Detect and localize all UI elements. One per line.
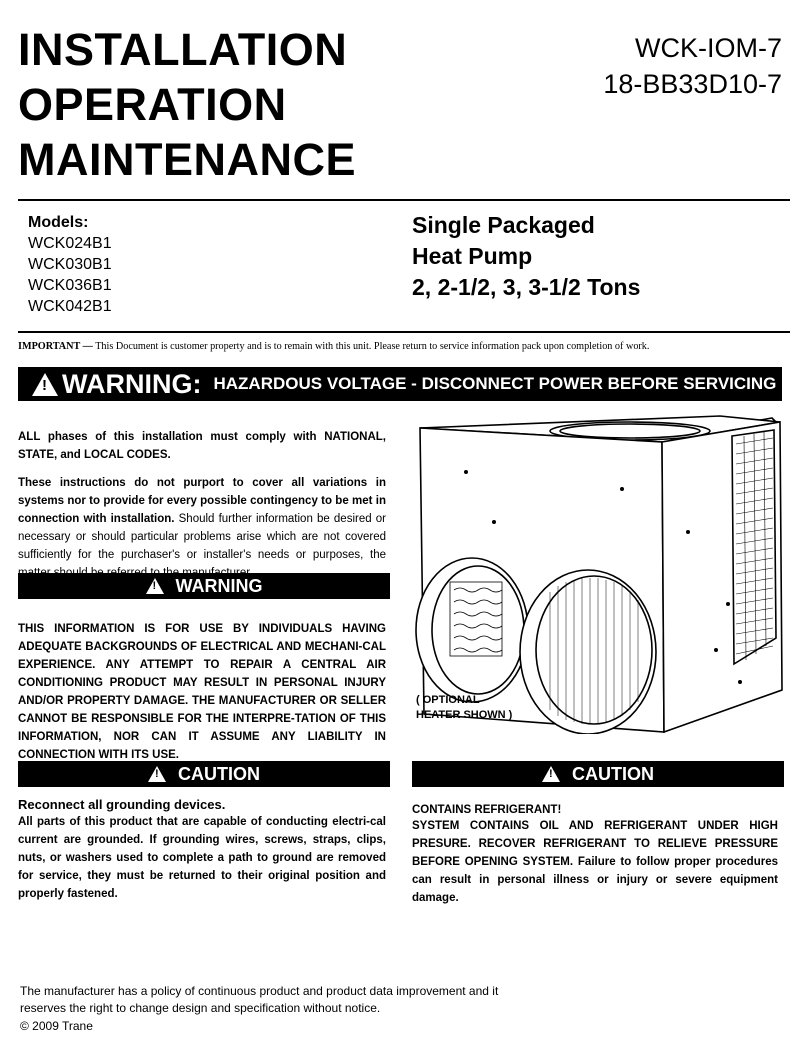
caution-left-label: CAUTION — [178, 763, 260, 784]
title-line-2: OPERATION — [18, 79, 287, 130]
document-id — [603, 30, 782, 102]
important-notice — [18, 341, 793, 352]
important-label: IMPORTANT — — [18, 341, 93, 352]
instructions-rest: Should further information be desired or necessary or should particular problems arise which are not covered sufficiently for the purchaser's or installer's needs or purposes, the — [18, 513, 386, 561]
figure-caption — [416, 693, 512, 723]
models-block — [28, 212, 112, 317]
product-line-1: Single Packaged — [412, 212, 595, 238]
copyright: © 2009 Trane — [20, 1019, 93, 1033]
product-line-2: Heat Pump — [412, 243, 533, 269]
models-label: Models: — [28, 214, 89, 231]
hazard-warning-bar — [18, 367, 782, 401]
heat-pump-illustration — [410, 414, 792, 734]
codes-paragraph: ALL phases of this installation must comply with NATIONAL, STATE, and LOCAL CODES. — [18, 431, 386, 461]
caption-line-2: HEATER SHOWN ) — [416, 709, 513, 721]
product-description — [412, 210, 640, 303]
caution-right-bold: SYSTEM CONTAINS OIL AND REFRIGERANT UNDER HIGH PRESURE. RECOVER REFRIGERANT TO RELIEVE PRESSURE BEFORE OPENING SYSTEM. — [412, 820, 778, 868]
doc-id-primary: WCK-IOM-7 — [635, 33, 782, 63]
caution-right-heading: CONTAINS REFRIGERANT! — [412, 804, 562, 816]
important-text: This Document is customer property and is to remain with this unit. Please return to service information pack upon completion of work. — [95, 341, 650, 352]
caution-right-header — [412, 761, 784, 787]
title-line-1: INSTALLATION — [18, 24, 348, 75]
warning-triangle-icon: ! — [32, 373, 58, 396]
model-item: WCK030B1 — [28, 256, 112, 273]
instructions-bold: These instructions do not purport to cover all variations in systems nor to provide for every possible contingency to be met in connection with installation. — [18, 477, 386, 525]
document-title — [18, 22, 356, 187]
doc-id-secondary: 18-BB33D10-7 — [603, 69, 782, 99]
caution-right-text — [412, 817, 778, 907]
warning-heading — [32, 369, 201, 400]
caution-right-label: CAUTION — [572, 763, 654, 784]
caption-line-1: ( OPTIONAL — [416, 694, 480, 706]
middle-divider — [18, 331, 790, 333]
caution-right-rest: Failure to follow proper procedures can result in personal illness or injury or severe equipment damage. — [412, 856, 778, 904]
top-divider — [18, 199, 790, 201]
product-line-3: 2, 2-1/2, 3, 3-1/2 Tons — [412, 274, 641, 300]
policy-statement: The manufacturer has a policy of continuous product and product data improvement and it reserves the right to change design and specification without notice. — [20, 984, 499, 1015]
warning-triangle-icon: ! — [148, 766, 166, 782]
warning-text: HAZARDOUS VOLTAGE - DISCONNECT POWER BEFORE SERVICING — [213, 374, 777, 393]
warning-box-text: THIS INFORMATION IS FOR USE BY INDIVIDUALS HAVING ADEQUATE BACKGROUNDS OF ELECTRICAL AND MECHANI-CAL EXPERIENCE. ANY ATTEMPT TO REPAIR A CENTRAL AIR CONDITIONING PRODUCT MAY RESULT IN PERSONAL INJURY AND/OR PROPERTY DAMAGE. THE MANUFACTURER OR SELLER CANNOT BE RESPONSIBLE FOR THE INTERPRE-TATION OF THIS INFORMATION, NOR CAN IT ASSUME ANY LIABILITY IN CONNECTION WITH ITS USE. — [18, 623, 386, 761]
warning-triangle-icon: ! — [146, 578, 164, 594]
caution-left-heading: Reconnect all grounding devices. — [18, 797, 226, 812]
model-item: WCK042B1 — [28, 298, 112, 315]
caution-left-text: All parts of this product that are capable of conducting electri-cal current are grounded. If grounding wires, screws, straps, clips, nuts, or washers used to complete a path to ground are removed for service, they must be returned to their original position and properly fastened. — [18, 816, 386, 900]
warning-box-label: WARNING — [175, 575, 263, 596]
model-item: WCK024B1 — [28, 235, 112, 252]
model-item: WCK036B1 — [28, 277, 112, 294]
warning-triangle-icon: ! — [542, 766, 560, 782]
warning-label: WARNING: — [62, 368, 202, 399]
caution-left-header — [18, 761, 390, 787]
warning-box-header — [18, 573, 390, 599]
title-line-3: MAINTENANCE — [18, 134, 356, 185]
instructions-paragraph — [18, 474, 386, 582]
